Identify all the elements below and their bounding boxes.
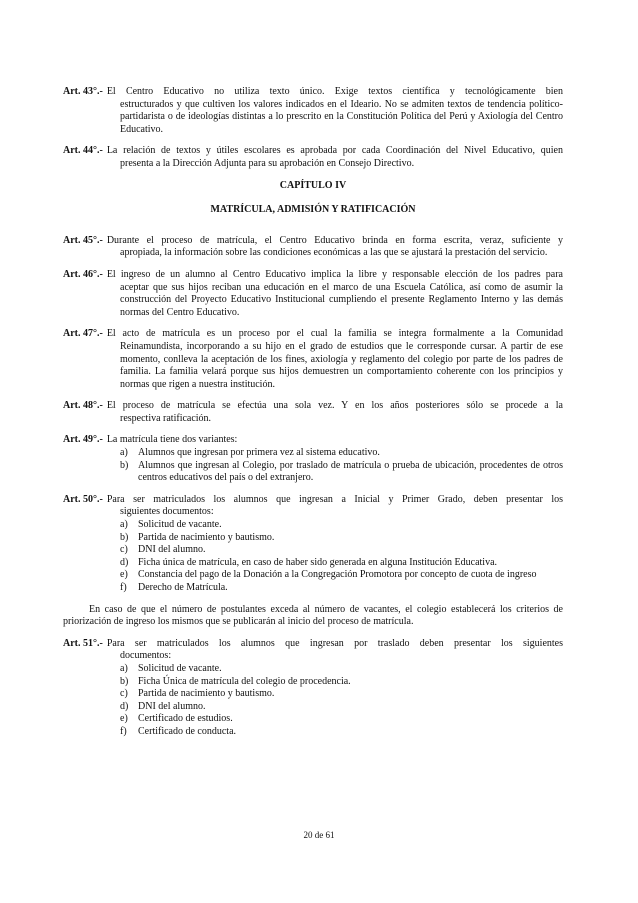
list-text: Ficha única de matrícula, en caso de haber sido generada en alguna Institución Educativa. — [138, 556, 498, 568]
list-item — [120, 676, 563, 689]
article-label: Art. 45°.- — [63, 234, 103, 246]
article-45 — [63, 235, 563, 260]
list-item — [120, 544, 563, 557]
list-item — [120, 532, 563, 545]
article-47 — [63, 328, 563, 391]
article-label: Art. 48°.- — [63, 400, 103, 412]
list-item — [120, 688, 563, 701]
list-item — [120, 519, 563, 532]
article-49-list — [63, 447, 563, 485]
article-text-first-line: Para ser matriculados los alumnos que ingresan por traslado deben presentar los siguientes — [106, 637, 563, 649]
list-item — [120, 460, 563, 485]
article-text: respectiva ratificación. — [120, 412, 212, 424]
article-label: Art. 47°.- — [63, 328, 103, 340]
list-marker: a) — [120, 447, 128, 459]
list-text: Partida de nacimiento y bautismo. — [138, 531, 275, 543]
list-item — [120, 582, 563, 595]
list-item — [120, 447, 563, 460]
list-marker: f) — [120, 725, 127, 737]
article-text: apropiada, la información sobre las condiciones económicas a las que se ajustará la prestación del servicio. — [120, 247, 548, 259]
list-text: Solicitud de vacante. — [138, 662, 222, 674]
list-text: DNI del alumno. — [138, 700, 206, 712]
list-marker: a) — [120, 662, 128, 674]
article-text: Reinamundista, incorporando a su hijo en el grado de estudios que le corresponde cursar. A partir de ese momento, conlleva la aceptación de los fines, axiología y reglamento del colegio por parte de los padres de familia. La familia velará porque sus hijos demuestren un comportamiento coherente con los principios y normas que rigen a nuestra institución. — [120, 340, 563, 390]
list-text: Ficha Única de matrícula del colegio de procedencia. — [138, 675, 351, 687]
list-marker: b) — [120, 531, 129, 543]
list-text: Certificado de estudios. — [138, 713, 233, 725]
article-49 — [63, 434, 563, 484]
article-label: Art. 49°.- — [63, 434, 103, 446]
article-50 — [63, 494, 563, 595]
article-51 — [63, 638, 563, 739]
article-label: Art. 44°.- — [63, 145, 103, 157]
list-text: Constancia del pago de la Donación a la Congregación Promotora por concepto de cuota de ingreso — [138, 569, 537, 581]
article-label: Art. 50°.- — [63, 493, 103, 505]
list-text: Alumnos que ingresan por primera vez al sistema educativo. — [138, 447, 380, 459]
list-marker: a) — [120, 519, 128, 531]
article-text-first-line: El acto de matrícula es un proceso por el cual la familia se integra formalmente a la Comunidad — [106, 328, 563, 340]
list-marker: b) — [120, 675, 129, 687]
list-item — [120, 569, 563, 582]
article-text-first-line: El proceso de matrícula se efectúa una sola vez. Y en los años posteriores sólo se procede a la — [106, 400, 563, 412]
list-text: Certificado de conducta. — [138, 725, 237, 737]
chapter-heading: CAPÍTULO IV — [279, 179, 347, 191]
list-item — [120, 726, 563, 739]
list-item — [120, 663, 563, 676]
list-text: DNI del alumno. — [138, 544, 206, 556]
article-text: siguientes documentos: — [120, 506, 214, 518]
article-46 — [63, 269, 563, 319]
article-text-first-line: El ingreso de un alumno al Centro Educativo implica la libre y responsable elección de los padres para — [106, 268, 563, 280]
article-50-list — [63, 519, 563, 595]
article-label: Art. 51°.- — [63, 637, 103, 649]
list-marker: d) — [120, 556, 129, 568]
article-51-list — [63, 663, 563, 739]
article-text: aceptar que sus hijos reciban una educación en el marco de una Escuela Católica, así como de asumir la construcción del Proyecto Educativo Institucional cumpliendo el presente Reglamento Interno y las demás normas del Centro Educativo. — [120, 281, 563, 318]
list-marker: b) — [120, 459, 129, 471]
list-marker: f) — [120, 582, 127, 593]
article-label: Art. 43°.- — [63, 86, 103, 97]
article-label: Art. 46°.- — [63, 268, 103, 280]
article-43 — [63, 86, 563, 136]
list-marker: c) — [120, 544, 128, 556]
article-text: estructurados y que cultiven los valores indicados en el Ideario. No se admiten textos de tendencia político-partidarista o de ideologías distintas a lo prescrito en la Constitución Política del Perú y Axiología del Centro Educativo. — [120, 98, 563, 135]
article-48 — [63, 400, 563, 425]
list-item — [120, 701, 563, 714]
list-marker: c) — [120, 688, 128, 700]
body-paragraph: En caso de que el número de postulantes exceda al número de vacantes, el colegio establecerá los criterios de priorización de ingreso los mismos que se publicarán al inicio del proceso de matrícula. — [63, 603, 563, 628]
article-text-first-line: La relación de textos y útiles escolares es aprobada por cada Coordinación del Nivel Educativo, quien — [106, 145, 563, 157]
article-44 — [63, 145, 563, 170]
list-text: Solicitud de vacante. — [138, 519, 222, 531]
article-text: presenta a la Dirección Adjunta para su aprobación en Consejo Directivo. — [120, 157, 415, 169]
document-body — [63, 86, 563, 748]
list-marker: e) — [120, 713, 128, 725]
article-text-first-line: Para ser matriculados los alumnos que ingresan a Inicial y Primer Grado, deben presentar los — [106, 493, 563, 505]
list-marker: e) — [120, 569, 128, 581]
list-text: Derecho de Matrícula. — [138, 582, 228, 593]
list-text: Alumnos que ingresan al Colegio, por traslado de matrícula o prueba de ubicación, procedentes de otros centros educativos del país o del extranjero. — [138, 459, 563, 484]
article-text: documentos: — [120, 650, 172, 662]
article-text-first-line: La matrícula tiene dos variantes: — [106, 434, 238, 446]
page-number: 20 de 61 — [303, 830, 335, 840]
chapter-title: MATRÍCULA, ADMISIÓN Y RATIFICACIÓN — [210, 204, 416, 216]
list-item — [120, 557, 563, 570]
article-text-first-line: Durante el proceso de matrícula, el Centro Educativo brinda en forma escrita, veraz, suficiente y — [106, 234, 563, 246]
list-marker: d) — [120, 700, 129, 712]
list-text: Partida de nacimiento y bautismo. — [138, 688, 275, 700]
list-item — [120, 713, 563, 726]
article-text-first-line: El Centro Educativo no utiliza texto único. Exige textos científica y tecnológicamente bien — [106, 86, 563, 97]
